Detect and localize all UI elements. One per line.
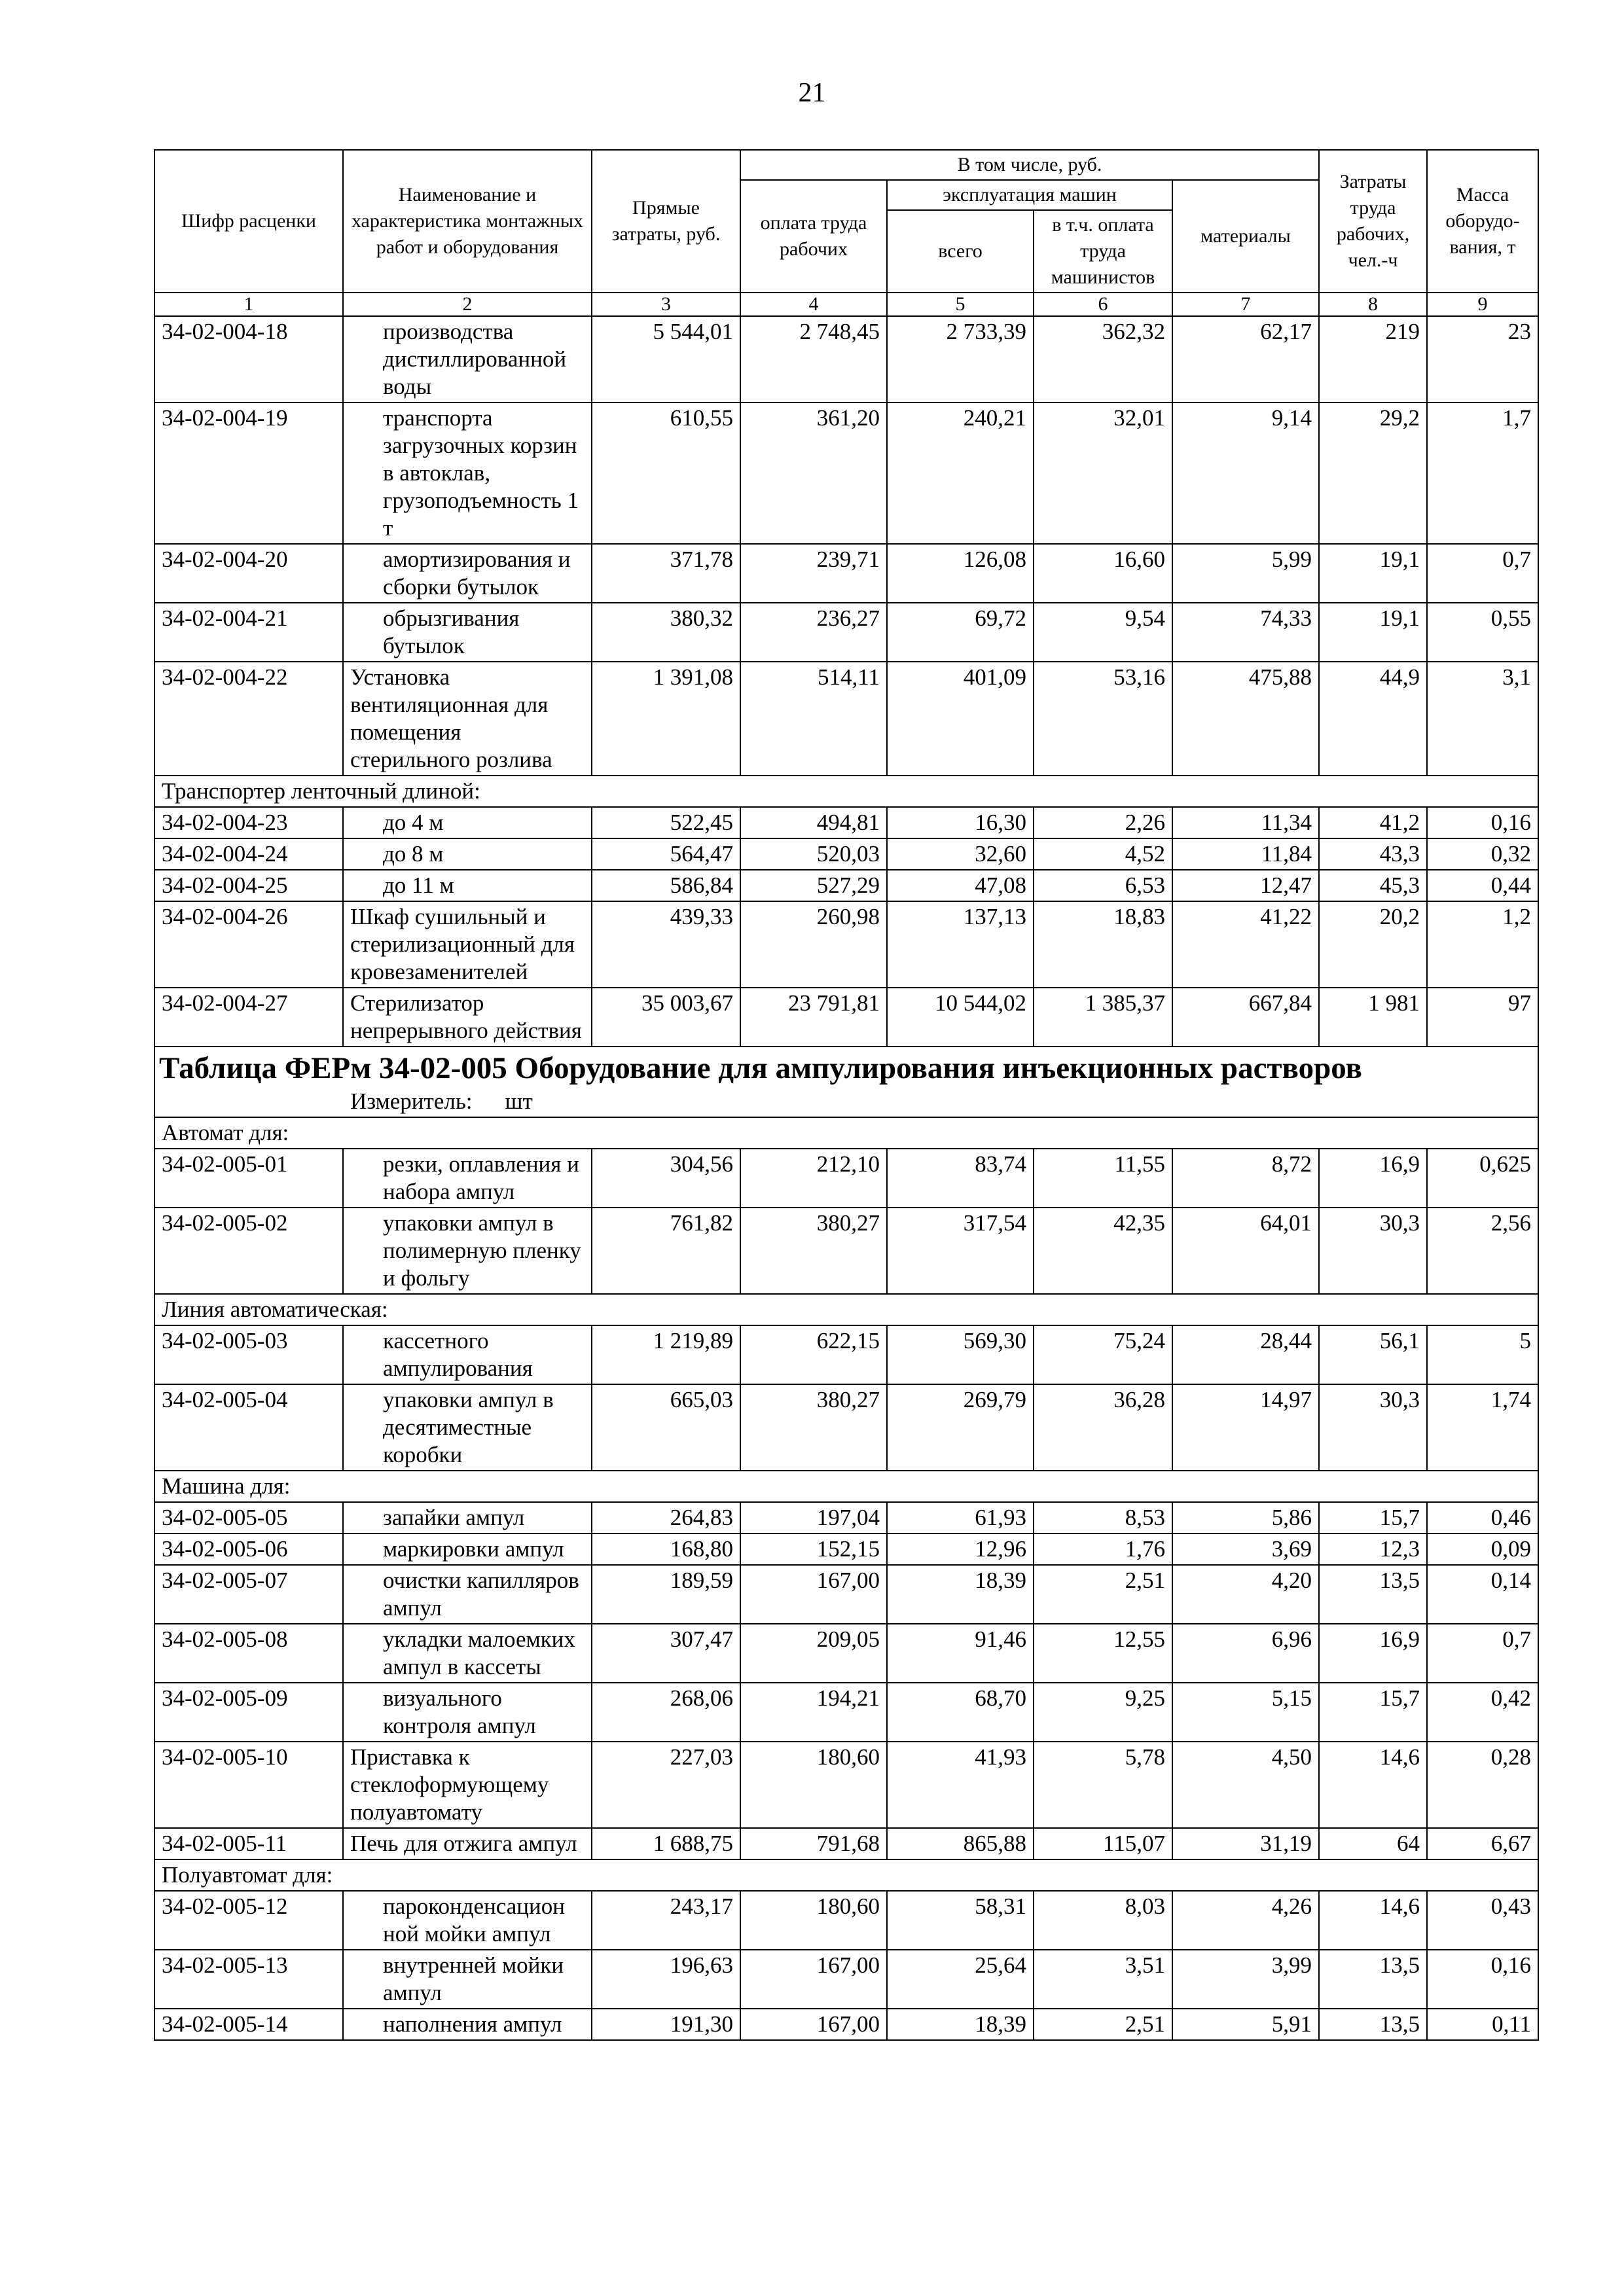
header-machines: эксплуатация машин <box>887 180 1172 210</box>
table-row <box>154 1828 1538 1859</box>
table-row <box>154 901 1538 988</box>
equipment-mass: 23 <box>1427 316 1538 403</box>
machines-labor: 2,51 <box>1034 1565 1172 1624</box>
rate-name: внутренней мойки ампул <box>343 1950 592 2009</box>
group-row <box>154 1117 1538 1149</box>
direct-cost: 227,03 <box>592 1742 740 1828</box>
labor-pay: 527,29 <box>740 870 887 901</box>
rate-code: 34-02-004-25 <box>154 870 343 901</box>
rate-name: резки, оплавления и набора ампул <box>343 1149 592 1208</box>
machines-total: 2 733,39 <box>887 316 1034 403</box>
table-row <box>154 988 1538 1047</box>
table-row <box>154 1502 1538 1534</box>
table-header <box>154 150 1538 316</box>
machines-total: 16,30 <box>887 807 1034 838</box>
rate-code: 34-02-004-18 <box>154 316 343 403</box>
column-number: 6 <box>1034 293 1172 316</box>
section-4 <box>154 1325 1538 1471</box>
machines-labor: 42,35 <box>1034 1208 1172 1294</box>
machines-total: 68,70 <box>887 1683 1034 1742</box>
labor-pay: 520,03 <box>740 838 887 870</box>
rate-name: очистки капилляров ампул <box>343 1565 592 1624</box>
rate-name: Печь для отжига ампул <box>343 1828 592 1859</box>
column-numbers-row <box>154 293 1538 316</box>
rate-name: обрызгивания бутылок <box>343 603 592 662</box>
materials: 4,26 <box>1172 1891 1319 1950</box>
rate-code: 34-02-005-07 <box>154 1565 343 1624</box>
direct-cost: 268,06 <box>592 1683 740 1742</box>
section-5 <box>154 1502 1538 1859</box>
materials: 5,86 <box>1172 1502 1319 1534</box>
machines-total: 58,31 <box>887 1891 1034 1950</box>
machines-labor: 8,53 <box>1034 1502 1172 1534</box>
labor-hours: 44,9 <box>1319 662 1427 776</box>
materials: 3,69 <box>1172 1534 1319 1565</box>
equipment-mass: 0,46 <box>1427 1502 1538 1534</box>
machines-total: 32,60 <box>887 838 1034 870</box>
direct-cost: 168,80 <box>592 1534 740 1565</box>
rate-code: 34-02-004-26 <box>154 901 343 988</box>
rate-code: 34-02-004-19 <box>154 403 343 544</box>
table-row <box>154 603 1538 662</box>
group-label-transporter: Транспортер ленточный длиной: <box>154 776 1538 807</box>
materials: 5,99 <box>1172 544 1319 603</box>
labor-hours: 29,2 <box>1319 403 1427 544</box>
labor-pay: 380,27 <box>740 1384 887 1471</box>
materials: 74,33 <box>1172 603 1319 662</box>
group-label-machine: Машина для: <box>154 1471 1538 1502</box>
equipment-mass: 1,7 <box>1427 403 1538 544</box>
header-labor-pay: оплата труда рабочих <box>740 180 887 293</box>
rate-code: 34-02-005-03 <box>154 1325 343 1384</box>
table-row <box>154 1208 1538 1294</box>
labor-pay: 180,60 <box>740 1742 887 1828</box>
rate-name: наполнения ампул <box>343 2009 592 2040</box>
table-row <box>154 838 1538 870</box>
labor-pay: 23 791,81 <box>740 988 887 1047</box>
machines-total: 569,30 <box>887 1325 1034 1384</box>
machines-labor: 5,78 <box>1034 1742 1172 1828</box>
rate-name: Стерилизатор непрерывного действия <box>343 988 592 1047</box>
direct-cost: 522,45 <box>592 807 740 838</box>
table-title: Таблица ФЕРм 34-02-005 Оборудование для ампулирования инъекционных растворов <box>154 1047 1538 1086</box>
machines-total: 10 544,02 <box>887 988 1034 1047</box>
machines-labor: 12,55 <box>1034 1624 1172 1683</box>
machines-total: 18,39 <box>887 1565 1034 1624</box>
meter-row <box>154 1086 1538 1117</box>
machines-total: 91,46 <box>887 1624 1034 1683</box>
equipment-mass: 0,44 <box>1427 870 1538 901</box>
labor-hours: 16,9 <box>1319 1624 1427 1683</box>
machines-labor: 1 385,37 <box>1034 988 1172 1047</box>
machines-total: 18,39 <box>887 2009 1034 2040</box>
equipment-mass: 1,2 <box>1427 901 1538 988</box>
rate-code: 34-02-005-01 <box>154 1149 343 1208</box>
materials: 667,84 <box>1172 988 1319 1047</box>
labor-hours: 13,5 <box>1319 2009 1427 2040</box>
table-row <box>154 1149 1538 1208</box>
meter-label: Измеритель: <box>350 1088 473 1114</box>
machines-total: 41,93 <box>887 1742 1034 1828</box>
rate-name: до 11 м <box>343 870 592 901</box>
table-row <box>154 1891 1538 1950</box>
labor-hours: 13,5 <box>1319 1950 1427 2009</box>
column-number: 4 <box>740 293 887 316</box>
equipment-mass: 1,74 <box>1427 1384 1538 1471</box>
group-row <box>154 1859 1538 1891</box>
materials: 9,14 <box>1172 403 1319 544</box>
labor-hours: 43,3 <box>1319 838 1427 870</box>
materials: 12,47 <box>1172 870 1319 901</box>
labor-pay: 152,15 <box>740 1534 887 1565</box>
labor-hours: 30,3 <box>1319 1384 1427 1471</box>
rate-name: Шкаф сушильный и стерилизационный для кровезаменителей <box>343 901 592 988</box>
group-label-line: Линия автоматическая: <box>154 1294 1538 1325</box>
header-direct: Прямые затраты, руб. <box>592 150 740 293</box>
machines-total: 137,13 <box>887 901 1034 988</box>
rate-code: 34-02-005-14 <box>154 2009 343 2040</box>
labor-pay: 260,98 <box>740 901 887 988</box>
machines-labor: 9,54 <box>1034 603 1172 662</box>
labor-hours: 16,9 <box>1319 1149 1427 1208</box>
equipment-mass: 3,1 <box>1427 662 1538 776</box>
direct-cost: 564,47 <box>592 838 740 870</box>
machines-labor: 4,52 <box>1034 838 1172 870</box>
column-number: 9 <box>1427 293 1538 316</box>
rate-code: 34-02-005-02 <box>154 1208 343 1294</box>
equipment-mass: 0,55 <box>1427 603 1538 662</box>
direct-cost: 191,30 <box>592 2009 740 2040</box>
machines-labor: 6,53 <box>1034 870 1172 901</box>
machines-total: 317,54 <box>887 1208 1034 1294</box>
materials: 14,97 <box>1172 1384 1319 1471</box>
labor-pay: 380,27 <box>740 1208 887 1294</box>
labor-pay: 622,15 <box>740 1325 887 1384</box>
rate-code: 34-02-004-27 <box>154 988 343 1047</box>
section-6 <box>154 1891 1538 2040</box>
machines-total: 126,08 <box>887 544 1034 603</box>
table-row <box>154 1534 1538 1565</box>
rate-name: маркировки ампул <box>343 1534 592 1565</box>
rate-name: запайки ампул <box>343 1502 592 1534</box>
table-row <box>154 2009 1538 2040</box>
rate-name: упаковки ампул в полимерную пленку и фольгу <box>343 1208 592 1294</box>
equipment-mass: 0,16 <box>1427 1950 1538 2009</box>
table-row <box>154 403 1538 544</box>
labor-pay: 212,10 <box>740 1149 887 1208</box>
rate-name: транспорта загрузочных корзин в автоклав, грузоподъемность 1 т <box>343 403 592 544</box>
direct-cost: 196,63 <box>592 1950 740 2009</box>
materials: 8,72 <box>1172 1149 1319 1208</box>
column-number: 2 <box>343 293 592 316</box>
rate-name: пароконденсацион ной мойки ампул <box>343 1891 592 1950</box>
direct-cost: 5 544,01 <box>592 316 740 403</box>
labor-pay: 180,60 <box>740 1891 887 1950</box>
rate-code: 34-02-005-13 <box>154 1950 343 2009</box>
rate-name: укладки малоемких ампул в кассеты <box>343 1624 592 1683</box>
labor-pay: 2 748,45 <box>740 316 887 403</box>
header-machines-labor: в т.ч. оплата труда машинистов <box>1034 210 1172 293</box>
equipment-mass: 0,7 <box>1427 544 1538 603</box>
section-2 <box>154 807 1538 1047</box>
column-number: 5 <box>887 293 1034 316</box>
section-3 <box>154 1149 1538 1294</box>
rate-code: 34-02-005-05 <box>154 1502 343 1534</box>
rate-code: 34-02-004-21 <box>154 603 343 662</box>
direct-cost: 243,17 <box>592 1891 740 1950</box>
labor-pay: 239,71 <box>740 544 887 603</box>
direct-cost: 665,03 <box>592 1384 740 1471</box>
labor-hours: 30,3 <box>1319 1208 1427 1294</box>
group-label-semiauto: Полуавтомат для: <box>154 1859 1538 1891</box>
labor-pay: 514,11 <box>740 662 887 776</box>
equipment-mass: 5 <box>1427 1325 1538 1384</box>
group-row <box>154 1294 1538 1325</box>
labor-pay: 167,00 <box>740 1565 887 1624</box>
labor-pay: 197,04 <box>740 1502 887 1534</box>
direct-cost: 380,32 <box>592 603 740 662</box>
labor-pay: 194,21 <box>740 1683 887 1742</box>
table-row <box>154 1742 1538 1828</box>
column-number: 1 <box>154 293 343 316</box>
header-labor-cost: Затраты труда рабочих, чел.-ч <box>1319 150 1427 293</box>
header-mass: Масса оборудо-вания, т <box>1427 150 1538 293</box>
direct-cost: 189,59 <box>592 1565 740 1624</box>
materials: 64,01 <box>1172 1208 1319 1294</box>
materials: 62,17 <box>1172 316 1319 403</box>
column-number: 8 <box>1319 293 1427 316</box>
machines-total: 240,21 <box>887 403 1034 544</box>
rate-name: Приставка к стеклоформующему полуавтомату <box>343 1742 592 1828</box>
table-row <box>154 662 1538 776</box>
materials: 475,88 <box>1172 662 1319 776</box>
machines-labor: 32,01 <box>1034 403 1172 544</box>
labor-hours: 45,3 <box>1319 870 1427 901</box>
equipment-mass: 0,7 <box>1427 1624 1538 1683</box>
direct-cost: 35 003,67 <box>592 988 740 1047</box>
machines-labor: 9,25 <box>1034 1683 1172 1742</box>
section-1 <box>154 316 1538 776</box>
rate-code: 34-02-005-11 <box>154 1828 343 1859</box>
meter-cell <box>154 1086 1538 1117</box>
table-row <box>154 870 1538 901</box>
rate-code: 34-02-005-10 <box>154 1742 343 1828</box>
labor-hours: 15,7 <box>1319 1683 1427 1742</box>
rates-table <box>154 149 1539 2041</box>
equipment-mass: 97 <box>1427 988 1538 1047</box>
equipment-mass: 0,16 <box>1427 807 1538 838</box>
machines-total: 83,74 <box>887 1149 1034 1208</box>
direct-cost: 371,78 <box>592 544 740 603</box>
rate-name: визуального контроля ампул <box>343 1683 592 1742</box>
table-row <box>154 1950 1538 2009</box>
machines-labor: 362,32 <box>1034 316 1172 403</box>
group-label-automat: Автомат для: <box>154 1117 1538 1149</box>
machines-labor: 53,16 <box>1034 662 1172 776</box>
direct-cost: 439,33 <box>592 901 740 988</box>
direct-cost: 610,55 <box>592 403 740 544</box>
machines-total: 61,93 <box>887 1502 1034 1534</box>
rate-code: 34-02-004-23 <box>154 807 343 838</box>
labor-pay: 791,68 <box>740 1828 887 1859</box>
group-row <box>154 1471 1538 1502</box>
materials: 31,19 <box>1172 1828 1319 1859</box>
materials: 41,22 <box>1172 901 1319 988</box>
machines-labor: 36,28 <box>1034 1384 1172 1471</box>
labor-hours: 64 <box>1319 1828 1427 1859</box>
table-row <box>154 1384 1538 1471</box>
machines-labor: 115,07 <box>1034 1828 1172 1859</box>
header-machines-total: всего <box>887 210 1034 293</box>
rate-code: 34-02-004-22 <box>154 662 343 776</box>
equipment-mass: 0,43 <box>1427 1891 1538 1950</box>
materials: 28,44 <box>1172 1325 1319 1384</box>
machines-labor: 8,03 <box>1034 1891 1172 1950</box>
machines-labor: 2,51 <box>1034 2009 1172 2040</box>
machines-labor: 1,76 <box>1034 1534 1172 1565</box>
rate-name: до 4 м <box>343 807 592 838</box>
table-row <box>154 807 1538 838</box>
equipment-mass: 0,09 <box>1427 1534 1538 1565</box>
rate-name: амортизирования и сборки бутылок <box>343 544 592 603</box>
equipment-mass: 0,11 <box>1427 2009 1538 2040</box>
equipment-mass: 0,14 <box>1427 1565 1538 1624</box>
labor-pay: 361,20 <box>740 403 887 544</box>
labor-hours: 14,6 <box>1319 1742 1427 1828</box>
direct-cost: 1 688,75 <box>592 1828 740 1859</box>
table-row <box>154 544 1538 603</box>
column-number: 7 <box>1172 293 1319 316</box>
direct-cost: 761,82 <box>592 1208 740 1294</box>
machines-total: 47,08 <box>887 870 1034 901</box>
materials: 11,84 <box>1172 838 1319 870</box>
direct-cost: 586,84 <box>592 870 740 901</box>
labor-hours: 19,1 <box>1319 603 1427 662</box>
table-row <box>154 316 1538 403</box>
labor-hours: 13,5 <box>1319 1565 1427 1624</box>
labor-hours: 1 981 <box>1319 988 1427 1047</box>
rate-name: кассетного ампулирования <box>343 1325 592 1384</box>
table-row <box>154 1683 1538 1742</box>
direct-cost: 1 391,08 <box>592 662 740 776</box>
rate-name: до 8 м <box>343 838 592 870</box>
labor-pay: 236,27 <box>740 603 887 662</box>
machines-labor: 16,60 <box>1034 544 1172 603</box>
materials: 6,96 <box>1172 1624 1319 1683</box>
machines-labor: 3,51 <box>1034 1950 1172 2009</box>
materials: 4,50 <box>1172 1742 1319 1828</box>
rate-code: 34-02-004-24 <box>154 838 343 870</box>
machines-total: 25,64 <box>887 1950 1034 2009</box>
direct-cost: 304,56 <box>592 1149 740 1208</box>
machines-total: 401,09 <box>887 662 1034 776</box>
rate-name: упаковки ампул в десятиместные коробки <box>343 1384 592 1471</box>
materials: 4,20 <box>1172 1565 1319 1624</box>
machines-labor: 75,24 <box>1034 1325 1172 1384</box>
machines-total: 269,79 <box>887 1384 1034 1471</box>
rate-code: 34-02-005-08 <box>154 1624 343 1683</box>
machines-total: 12,96 <box>887 1534 1034 1565</box>
header-code: Шифр расценки <box>154 150 343 293</box>
equipment-mass: 6,67 <box>1427 1828 1538 1859</box>
table-row <box>154 1325 1538 1384</box>
equipment-mass: 0,28 <box>1427 1742 1538 1828</box>
table-row <box>154 1624 1538 1683</box>
labor-hours: 19,1 <box>1319 544 1427 603</box>
rate-name: производства дистиллированной воды <box>343 316 592 403</box>
labor-hours: 41,2 <box>1319 807 1427 838</box>
labor-pay: 167,00 <box>740 2009 887 2040</box>
materials: 5,15 <box>1172 1683 1319 1742</box>
labor-hours: 12,3 <box>1319 1534 1427 1565</box>
machines-labor: 18,83 <box>1034 901 1172 988</box>
equipment-mass: 0,32 <box>1427 838 1538 870</box>
machines-labor: 11,55 <box>1034 1149 1172 1208</box>
rate-code: 34-02-005-09 <box>154 1683 343 1742</box>
header-name: Наименование и характеристика монтажных работ и оборудования <box>343 150 592 293</box>
column-number: 3 <box>592 293 740 316</box>
direct-cost: 307,47 <box>592 1624 740 1683</box>
materials: 5,91 <box>1172 2009 1319 2040</box>
labor-hours: 56,1 <box>1319 1325 1427 1384</box>
page-number: 21 <box>798 78 826 108</box>
labor-hours: 14,6 <box>1319 1891 1427 1950</box>
equipment-mass: 0,42 <box>1427 1683 1538 1742</box>
direct-cost: 1 219,89 <box>592 1325 740 1384</box>
labor-hours: 219 <box>1319 316 1427 403</box>
meter-unit: шт <box>505 1088 533 1114</box>
machines-total: 865,88 <box>887 1828 1034 1859</box>
equipment-mass: 0,625 <box>1427 1149 1538 1208</box>
labor-pay: 494,81 <box>740 807 887 838</box>
table-title-row <box>154 1047 1538 1086</box>
labor-hours: 15,7 <box>1319 1502 1427 1534</box>
group-row <box>154 776 1538 807</box>
rate-code: 34-02-005-12 <box>154 1891 343 1950</box>
rate-code: 34-02-004-20 <box>154 544 343 603</box>
labor-hours: 20,2 <box>1319 901 1427 988</box>
header-materials: материалы <box>1172 180 1319 293</box>
header-including: В том числе, руб. <box>740 150 1319 180</box>
machines-labor: 2,26 <box>1034 807 1172 838</box>
rate-name: Установка вентиляционная для помещения стерильного розлива <box>343 662 592 776</box>
equipment-mass: 2,56 <box>1427 1208 1538 1294</box>
materials: 11,34 <box>1172 807 1319 838</box>
machines-total: 69,72 <box>887 603 1034 662</box>
labor-pay: 167,00 <box>740 1950 887 2009</box>
table-row <box>154 1565 1538 1624</box>
rate-code: 34-02-005-06 <box>154 1534 343 1565</box>
materials: 3,99 <box>1172 1950 1319 2009</box>
labor-pay: 209,05 <box>740 1624 887 1683</box>
rate-code: 34-02-005-04 <box>154 1384 343 1471</box>
direct-cost: 264,83 <box>592 1502 740 1534</box>
